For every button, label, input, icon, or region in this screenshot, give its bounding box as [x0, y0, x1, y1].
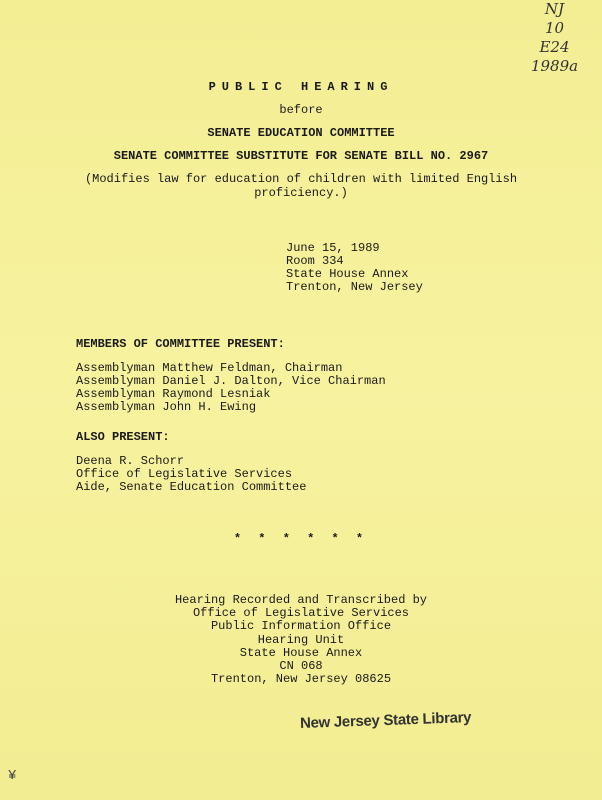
member-item: Assemblyman Matthew Feldman, Chairman [76, 361, 343, 375]
member-item: Assemblyman John H. Ewing [76, 400, 257, 414]
bill-title: SENATE COMMITTEE SUBSTITUTE FOR SENATE BILL NO. 2967 [113, 149, 489, 163]
members-heading [76, 338, 285, 351]
recorded-line: State House Annex [239, 645, 363, 660]
also-present-list [76, 455, 306, 494]
members-heading-text: MEMBERS OF COMMITTEE PRESENT: [76, 337, 285, 351]
also-present-heading-text: ALSO PRESENT: [76, 430, 170, 444]
recorded-by-block [0, 594, 602, 686]
recorded-line: Trenton, New Jersey 08625 [210, 672, 392, 687]
bill-description [0, 172, 602, 200]
member-item: Assemblyman Daniel J. Dalton, Vice Chairman [76, 374, 386, 388]
recorded-line: Public Information Office [210, 619, 392, 634]
hearing-info [286, 242, 423, 294]
hearing-date: June 15, 1989 [286, 241, 380, 255]
recorded-line: Hearing Recorded and Transcribed by [174, 593, 428, 607]
corner-mark: ¥ [8, 768, 17, 784]
handwritten-line: 10 [544, 19, 565, 37]
description-line: (Modifies law for education of children with limited English [84, 172, 518, 186]
handwritten-call-number [507, 0, 602, 76]
handwritten-line: NJ [544, 0, 565, 18]
library-stamp: New Jersey State Library [299, 709, 472, 732]
hearing-room: Room 334 [286, 254, 344, 268]
members-list [76, 362, 386, 414]
recorded-line: CN 068 [279, 659, 323, 674]
also-present-item: Aide, Senate Education Committee [76, 480, 307, 494]
separator-stars: * * * * * * [233, 532, 369, 546]
hearing-city: Trenton, New Jersey [286, 280, 423, 294]
before-label: before [279, 103, 323, 117]
handwritten-line: E24 [539, 38, 570, 56]
also-present-item: Office of Legislative Services [76, 467, 293, 481]
committee-name: SENATE EDUCATION COMMITTEE [207, 126, 395, 140]
hearing-building: State House Annex [286, 267, 409, 281]
recorded-line: Office of Legislative Services [192, 606, 410, 621]
also-present-item: Deena R. Schorr [76, 454, 185, 468]
handwritten-line: 1989a [530, 57, 579, 75]
description-line: proficiency.) [254, 186, 348, 200]
also-present-heading [76, 431, 170, 444]
member-item: Assemblyman Raymond Lesniak [76, 387, 271, 401]
recorded-line: Hearing Unit [257, 632, 345, 647]
document-title: PUBLIC HEARING [208, 80, 394, 94]
